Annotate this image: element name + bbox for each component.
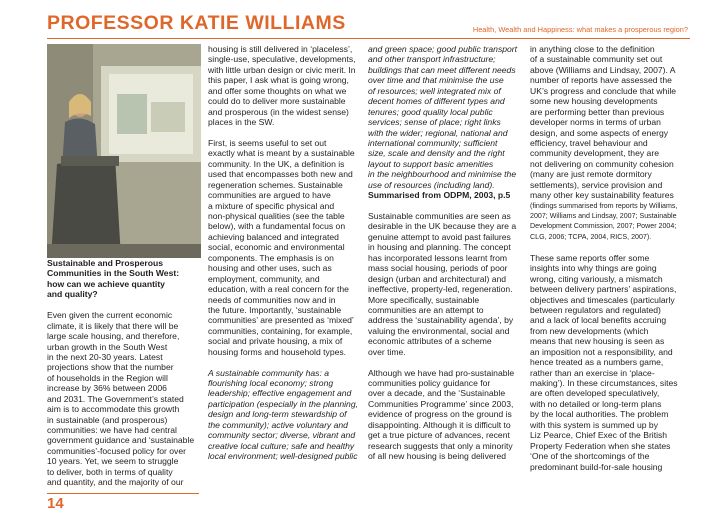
text-line: community development, they are [530, 148, 659, 159]
text-line: local environment; well-designed public [208, 451, 358, 462]
text-line: community sector; diverse, vibrant and [208, 430, 356, 441]
text-line: by the local authorities. The problem [530, 409, 669, 420]
speaker-photo-illustration [47, 44, 201, 258]
page-number: 14 [47, 495, 64, 512]
text-line: Sustainable and Prosperous [47, 258, 164, 268]
text-line: non-physical qualities (see the table [208, 211, 345, 221]
text-line [368, 201, 517, 211]
text-line: and quality? [47, 289, 98, 300]
text-line: communities policy guidance for [368, 378, 491, 388]
text-line: Summarised from ODPM, 2003, p.5 [368, 190, 511, 201]
page-title: PROFESSOR KATIE WILLIAMS [47, 12, 346, 34]
text-line: communities are argued to have [208, 190, 331, 201]
text-line: number of reports have assessed the [530, 75, 672, 86]
column-1 [47, 258, 194, 488]
column-2 [208, 44, 358, 462]
text-line: between delivery partners’ aspirations, [530, 284, 677, 295]
text-line: get a true picture of advances, recent [368, 430, 510, 441]
text-line: 10 years. Yet, we seem to struggle [47, 456, 179, 467]
text-line: Property Federation when she states [530, 440, 671, 451]
text-line: evidence of progress on the ground is [368, 409, 512, 420]
text-line: of resources; well integrated mix of [368, 85, 501, 96]
running-head: Health, Wealth and Happiness: what makes a prosperous region? [472, 25, 688, 34]
text-line: wrong, citing variously, a mismatch [530, 273, 663, 284]
text-line: settlements), service provision and [530, 179, 663, 190]
text-line: employment, community, and [208, 273, 320, 284]
text-line: address the ‘sustainability agenda’, by [368, 315, 514, 326]
text-line: the future. Importantly, ‘sustainable [208, 304, 342, 315]
text-line: housing forms and household types. [208, 346, 347, 357]
text-line: projections show that the number [47, 362, 174, 373]
text-line: communities are an attempt to [368, 304, 484, 315]
text-line: increase by 36% between 2006 [47, 383, 167, 394]
text-line: exactly what is meant by a sustainable [208, 148, 355, 159]
text-line: of a sustainable community set out [530, 54, 663, 65]
text-line: the community); active voluntary and [208, 419, 348, 430]
text-line: communities, containing, for example, [208, 325, 353, 336]
text-line: economic attributes of a scheme [368, 336, 492, 347]
text-line: Even given the current economic [47, 310, 173, 321]
page-number-rule [47, 493, 199, 494]
text-line: international community; sufficient [368, 137, 498, 148]
text-line: Liz Pearce, Chief Exec of the British [530, 430, 668, 441]
text-line: with this system is summed up by [530, 419, 658, 430]
text-line: over time and that minimise the use [368, 75, 504, 86]
text-line: social and private housing, a mix of [208, 336, 343, 347]
text-line: urban growth in the South West [47, 341, 168, 352]
speaker-photo [47, 44, 201, 258]
text-line: communities’ are presented as ‘mixed’ [208, 315, 354, 326]
text-line: climate, it is likely that there will be [47, 320, 179, 331]
column-3 [368, 44, 517, 462]
text-line: of all new housing is being delivered [368, 451, 507, 462]
text-line: design and long-term stewardship of [208, 409, 347, 420]
text-line: housing is still delivered in ‘placeless’, [208, 44, 353, 54]
text-line: predominant build-for-sale housing [530, 461, 663, 472]
text-line: communities: we have had central [47, 425, 177, 435]
text-line: achieving balanced and integrated [208, 231, 339, 242]
text-line: buildings that can meet different needs [368, 64, 516, 75]
text-line: First, is seems useful to set out [208, 137, 327, 148]
text-line: single-use, speculative, developments, [208, 54, 356, 65]
text-line: Communities Programme’ since 2003, [368, 398, 514, 409]
text-line: (findings summarised from reports by Williams, [530, 201, 678, 210]
text-line: of households in the Region will [47, 372, 168, 383]
text-line: could do to deliver more sustainable [208, 96, 346, 107]
text-line: between regulators and regulated) [530, 304, 661, 315]
text-line: design (urban and architectural) and [368, 273, 507, 284]
text-line: Sustainable communities are seen as [368, 211, 511, 221]
text-line: places in the SW. [208, 117, 275, 128]
text-line [47, 300, 194, 310]
text-line: CLG, 2006; TCPA, 2004, RICS, 2007). [530, 232, 652, 241]
text-line: and a lack of local benefits accruing [530, 315, 667, 326]
text-line: ineffective, property-led, regeneration. [368, 284, 513, 295]
text-line: large scale housing, and therefore, [47, 331, 180, 342]
text-line: over a decade, and the ‘Sustainable [368, 388, 506, 399]
text-line: and green space; good public transport [368, 44, 518, 54]
text-line: are often developed speculatively, [530, 388, 660, 399]
text-line: disappointing. Although it is difficult to [368, 419, 511, 430]
text-line: hence treated as a numbers game, [530, 357, 664, 368]
text-line: layout to support basic amenities [368, 158, 494, 169]
text-line: insights into why things are going [530, 263, 657, 274]
column-4 [530, 44, 678, 472]
text-line: how can we achieve quantity [47, 278, 165, 289]
text-line: are performing better than previous [530, 106, 665, 117]
text-line: government guidance and ‘sustainable [47, 435, 195, 446]
text-line: and offer some thoughts on what we [208, 85, 347, 96]
text-line: not delivering on community cohesion [530, 158, 674, 169]
text-line: (many are just remote dormitory [530, 169, 652, 180]
text-line: needs of communities now and in [208, 294, 336, 305]
text-line: this paper, I ask what is going wrong, [208, 75, 349, 86]
text-line: communities’-focused policy for over [47, 445, 186, 456]
text-line: an imposition not a responsibility, and [530, 346, 673, 357]
text-line: leadership; effective engagement and [208, 388, 352, 399]
text-line: aim is to accommodate this growth [47, 404, 180, 415]
text-line: efficiency, travel behaviour and [530, 137, 648, 148]
header-rule [47, 38, 690, 39]
text-line: and quantity, and the majority of our [47, 477, 184, 488]
text-line: to deliver, both in terms of quality [47, 466, 173, 477]
text-line: a mixture of specific physical and [208, 200, 335, 211]
text-line: and prosperous (in the widest sense) [208, 106, 349, 117]
text-line: used that encompasses both new and [208, 169, 353, 180]
text-line: ‘One of the shortcomings of the [530, 451, 650, 462]
text-line: size, scale and density and the right [368, 148, 505, 159]
text-line: participation (especially in the planning, [208, 398, 359, 409]
text-line: research suggests that only a minority [368, 440, 513, 451]
text-line: in the neighbourhood and minimise the [368, 169, 517, 180]
text-line: above (Williams and Lindsay, 2007). A [530, 64, 676, 75]
text-line: social, economic and environmental [208, 242, 345, 253]
text-line: Communities in the South West: [47, 268, 180, 279]
text-line: decent homes of different types and [368, 96, 505, 107]
text-line: creative local culture; safe and healthy [208, 440, 355, 451]
text-line: over time. [368, 346, 406, 357]
text-line: many other key sustainability features [530, 190, 674, 201]
text-line: rather than an exercise in ‘place- [530, 367, 655, 378]
text-line: with the wider; regional, national and [368, 127, 508, 138]
text-line: with no detailed or long-term plans [530, 398, 662, 409]
text-line: design, and some aspects of energy [530, 127, 669, 138]
text-line: making’). In these circumstances, sites [530, 378, 678, 388]
text-line: services; sense of place; right links [368, 117, 501, 128]
text-line [208, 357, 358, 367]
text-line: education, with a real concern for the [208, 284, 349, 295]
text-line [530, 242, 678, 252]
text-line: mass social housing, periods of poor [368, 263, 508, 274]
text-line: with little urban design or civic merit. In [208, 64, 356, 75]
text-line: UK’s progress and conclude that while [530, 85, 677, 96]
text-line: More specifically, sustainable [368, 294, 480, 305]
text-line [208, 128, 358, 138]
text-line: use of resources (including land). [368, 179, 495, 190]
text-line: objectives and timescales (particularly [530, 294, 675, 305]
text-line: desirable in the UK because they are a [368, 221, 517, 232]
text-line: Although we have had pro-sustainable [368, 367, 515, 378]
text-line: in housing and planning. The concept [368, 242, 511, 253]
text-line: Development Commission, 2007; Power 2004; [530, 222, 677, 231]
text-line: regeneration schemes. Sustainable [208, 179, 343, 190]
text-line: and 2031. The Government’s stated [47, 393, 184, 404]
text-line: 2007; Williams and Lindsay, 2007; Sustainable [530, 212, 677, 220]
text-line: These same reports offer some [530, 252, 650, 263]
text-line: from new developments (which [530, 325, 649, 336]
text-line: below), with a fundamental focus on [208, 221, 346, 232]
text-line: some new housing developments [530, 96, 658, 107]
text-line: community. In the UK, a definition is [208, 158, 345, 169]
text-line: A sustainable community has: a [208, 367, 330, 378]
text-line: in the next 20-30 years. Latest [47, 351, 163, 362]
text-line [368, 357, 517, 367]
text-line: housing and other uses, such as [208, 263, 332, 274]
text-line: means that new housing is seen as [530, 336, 665, 347]
text-line: valuing the environmental, social and [368, 325, 510, 336]
text-line: in sustainable (and prosperous) [47, 414, 168, 425]
text-line: and other transport infrastructure; [368, 54, 496, 65]
text-line: flourishing local economy; strong [208, 378, 334, 388]
text-line: components. The emphasis is on [208, 252, 334, 263]
text-line: tenures; good quality local public [368, 106, 493, 117]
text-line: in anything close to the definition [530, 44, 655, 54]
text-line: has incorporated lessons learnt from [368, 252, 508, 263]
text-line: developer norms in terms of urban [530, 117, 661, 128]
text-line: genuine attempt to avoid past failures [368, 231, 511, 242]
